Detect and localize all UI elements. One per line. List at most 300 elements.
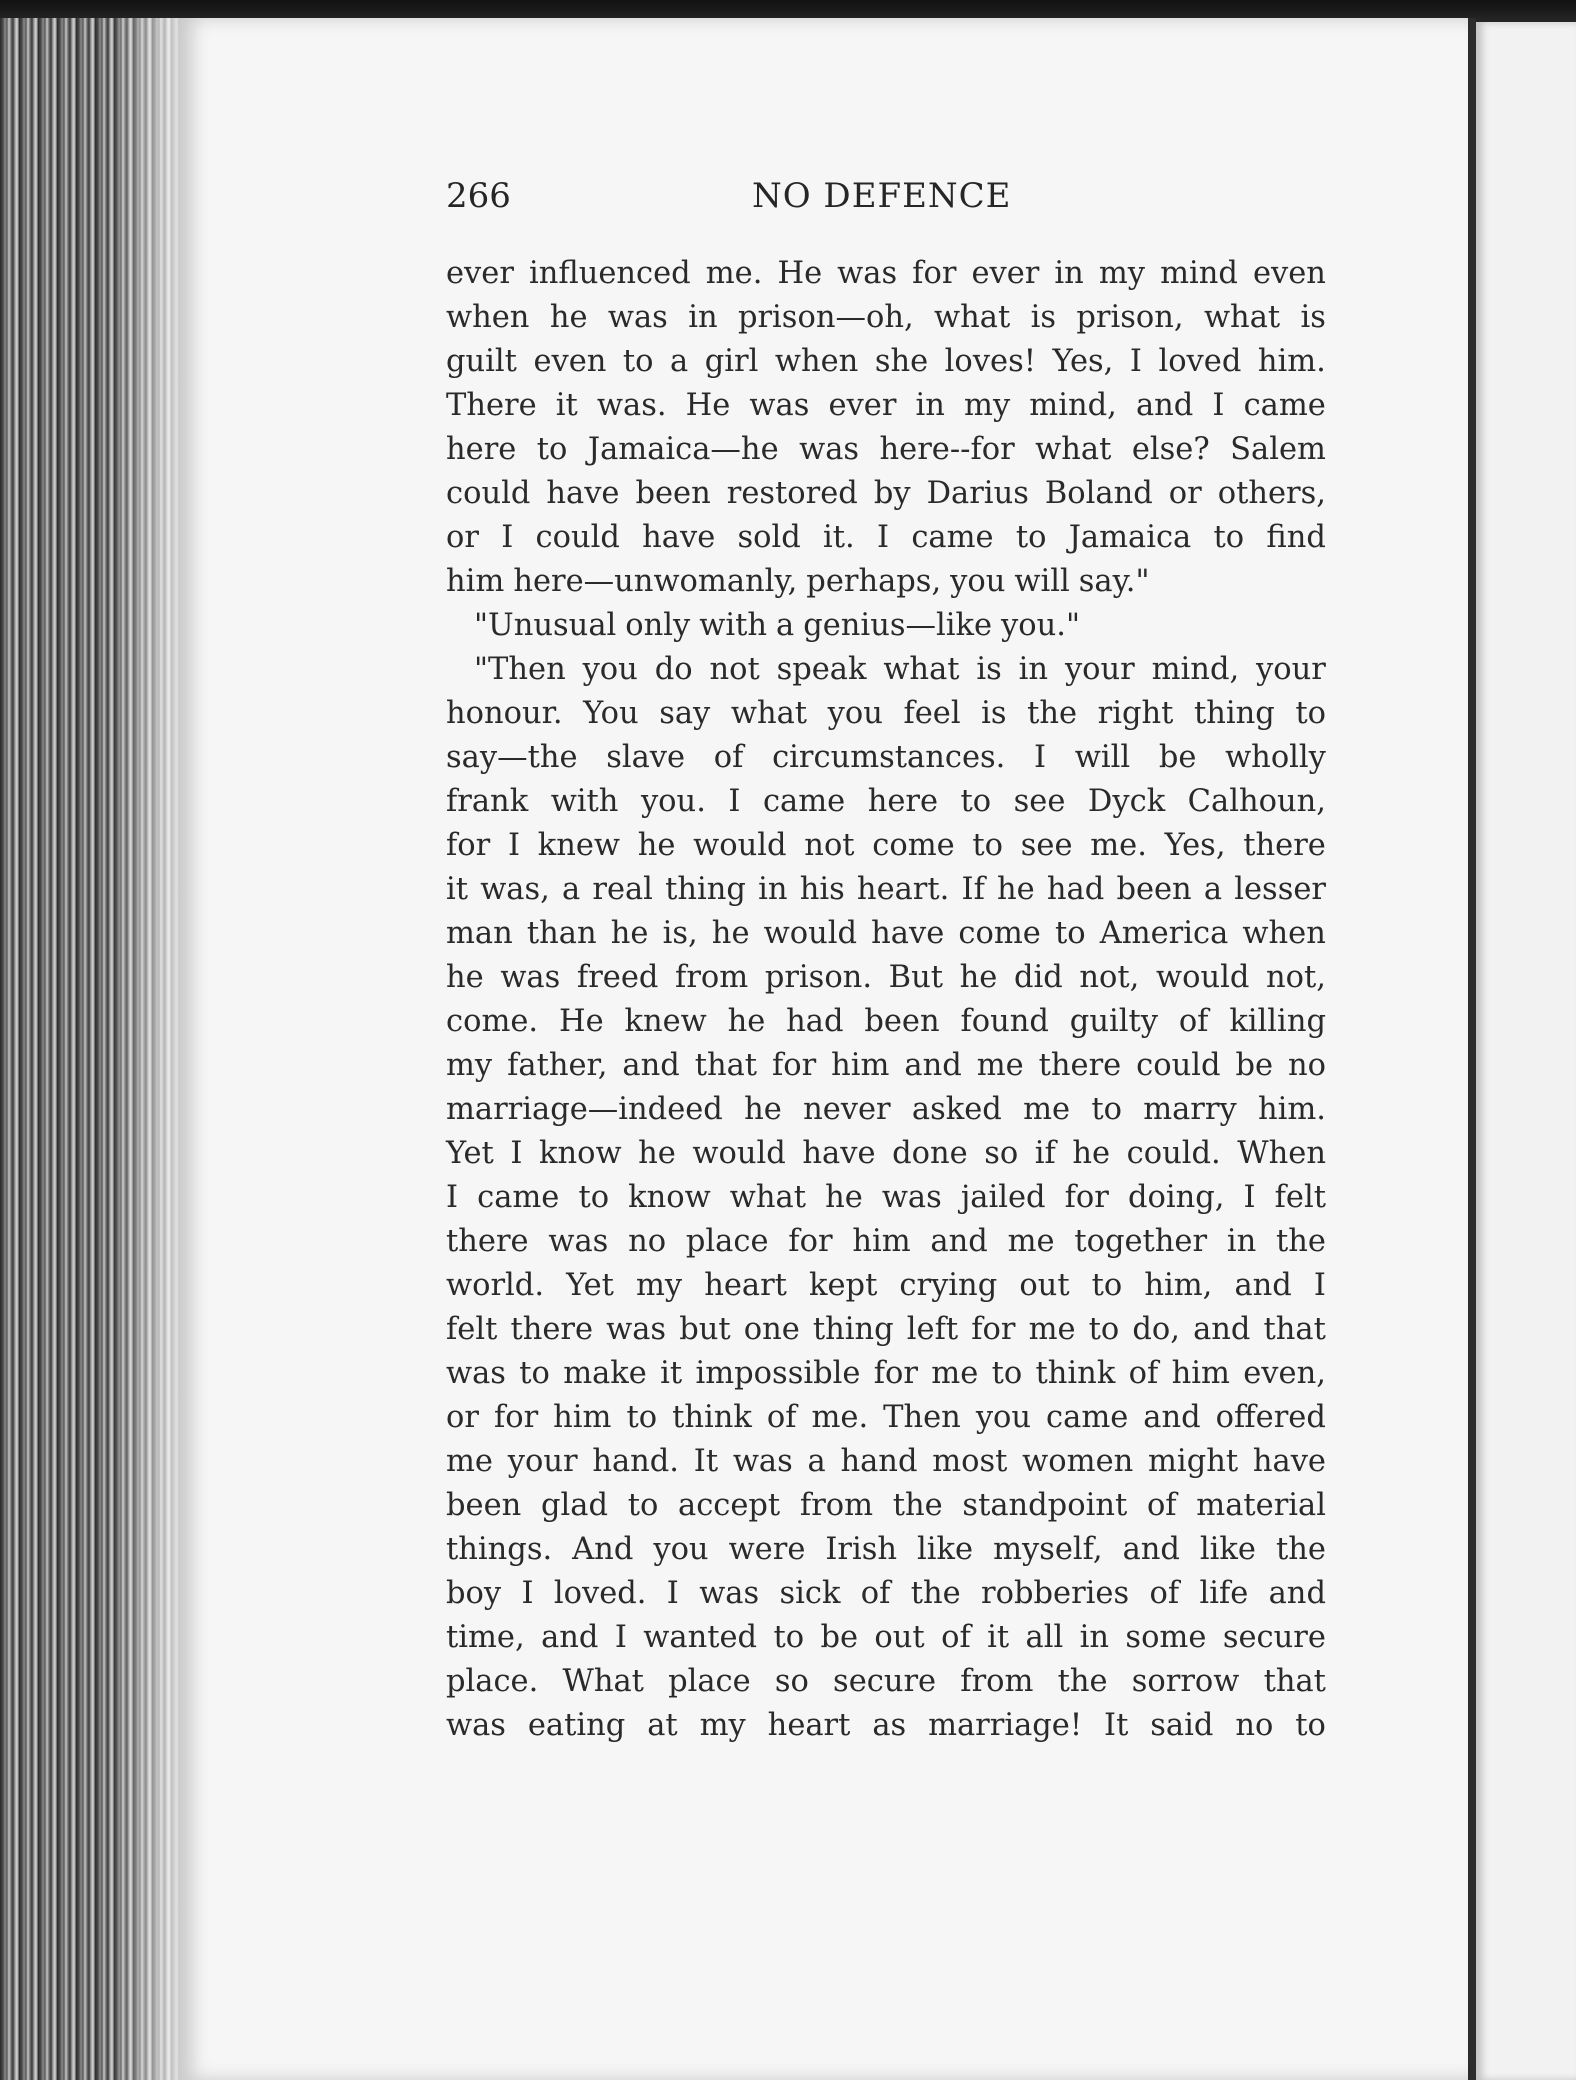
word: not, [1266,960,1326,995]
word: he [727,1004,766,1039]
word: you [950,564,1006,599]
word: when [446,300,530,335]
word: place [668,1664,751,1699]
text-line [446,868,1326,912]
word: ever [828,388,897,423]
word: There [446,388,537,423]
word: think [672,1400,752,1435]
word: secure [1222,1620,1326,1655]
word: the [1276,1224,1326,1259]
text-line [446,956,1326,1000]
word: women [1022,1444,1134,1479]
word: was [446,1356,506,1391]
word: in [758,872,788,907]
word: to [622,344,654,379]
word: I [877,520,890,555]
word: is [976,652,1002,687]
word: the [1027,696,1078,731]
text-line [446,1000,1326,1044]
word: most [932,1444,1008,1479]
word: your [507,1444,578,1479]
word: say—the [446,740,578,775]
word: freed [576,960,659,995]
word: prison—oh, [737,300,914,335]
word: no [1235,1708,1274,1743]
word: me [976,1048,1024,1083]
word: in [1079,1620,1110,1655]
word: a [1203,872,1223,907]
word: eating [527,1708,626,1743]
word: else? [1131,432,1210,467]
word: felt [1274,1180,1326,1215]
word: came [477,1180,560,1215]
word: wanted [643,1620,758,1655]
text-line [446,560,1326,604]
word: me. [705,256,763,291]
word: Yes, [1052,344,1114,379]
word: by [873,476,911,511]
word: say [659,696,711,731]
word: see [1013,784,1066,819]
running-title: NO DEFENCE [752,176,1012,216]
word: for [493,1400,539,1435]
word: to [627,1488,659,1523]
word: of [941,1620,971,1655]
word: be [1235,1048,1274,1083]
page-number: 266 [446,176,511,216]
word: to [1054,916,1086,951]
word: he [997,872,1035,907]
word: here [446,432,517,467]
word: hand [840,1444,918,1479]
word: heart [767,1708,851,1743]
word: with [699,608,768,643]
word: it [555,388,578,423]
word: to [991,1356,1023,1391]
word: of [1146,1488,1177,1523]
word: been [1116,872,1192,907]
word: from [675,960,749,995]
text-line [446,1528,1326,1572]
word: me [1023,1092,1071,1127]
word: him [1171,1356,1230,1391]
word: did [1013,960,1063,995]
word: that [1263,1312,1326,1347]
word: what [1035,432,1112,467]
word: or [446,520,479,555]
text-line [446,1704,1326,1748]
word: right [1097,696,1174,731]
word: a [776,608,795,643]
word: from [960,1664,1034,1699]
word: he [1072,1136,1111,1171]
word: thing [1193,696,1275,731]
word: life [1199,1576,1249,1611]
word: of [766,1400,797,1435]
word: come [872,828,955,863]
word: was. [596,388,667,423]
text-line [446,1308,1326,1352]
word: place [685,1224,769,1259]
word: to [1015,520,1047,555]
word: all [1025,1620,1064,1655]
word: I [510,1136,523,1171]
word: was [500,960,561,995]
word: glad [540,1488,608,1523]
word: the [892,1488,943,1523]
word: and [1234,1268,1292,1303]
word: It [1104,1708,1129,1743]
word: what [1203,300,1281,335]
word: for [771,1048,817,1083]
word: material [1196,1488,1326,1523]
word: prison, [1076,300,1184,335]
word: him. [1257,1092,1326,1127]
word: standpoint [962,1488,1128,1523]
word: loved. [553,1576,647,1611]
word: Jamaica [1068,520,1192,555]
text-line [446,1440,1326,1484]
word: could [1136,1048,1221,1083]
word: him [446,564,505,599]
word: found [960,1004,1049,1039]
word: I [1313,1268,1326,1303]
word: hand. [592,1444,680,1479]
word: came [911,520,994,555]
word: he [446,960,484,995]
word: What [562,1664,644,1699]
word: for [912,256,957,291]
word: would [763,916,858,951]
word: him [553,1400,612,1435]
word: was [699,1576,760,1611]
word: I [614,1620,627,1655]
word: my [446,1048,493,1083]
word: his [799,872,845,907]
word: my [964,388,1011,423]
word: to [1295,696,1326,731]
word: have [1252,1444,1326,1479]
word: Then [883,1400,961,1435]
word: you. [640,784,706,819]
word: have [871,916,945,951]
word: in [1054,256,1084,291]
word: been [864,1004,940,1039]
word: left [906,1312,959,1347]
book-page-edges [0,18,180,2080]
word: your [1064,652,1135,687]
word: for [1064,1180,1109,1215]
word: might [1148,1444,1239,1479]
word: to [972,828,1004,863]
word: me [446,1444,493,1479]
word: Dyck [1087,784,1166,819]
word: was [548,1224,609,1259]
word: even [1252,256,1326,291]
text-line [446,340,1326,384]
word: to [1091,1092,1122,1127]
word: as [872,1708,907,1743]
word: said [1150,1708,1214,1743]
word: to [1091,1268,1123,1303]
text-line [446,824,1326,868]
word: marriage—indeed [446,1092,723,1127]
word: me [1028,1312,1076,1347]
word: could [535,520,620,555]
word: others, [1217,476,1326,511]
word: could. [1126,1136,1221,1171]
word: some [1125,1620,1207,1655]
word: He [558,1004,604,1039]
word: to [960,784,992,819]
word: you." [1001,608,1080,643]
book-gutter [1468,18,1476,2080]
word: he [825,1180,863,1215]
word: world. [446,1268,545,1303]
text-line [446,472,1326,516]
word: I [521,1576,534,1611]
word: from [799,1488,874,1523]
word: of [713,740,744,775]
word: you [827,696,883,731]
running-head [446,176,1326,226]
text-line [446,736,1326,780]
word: will [1014,564,1070,599]
text-line [446,1220,1326,1264]
word: jailed [960,1180,1046,1215]
word: of [1149,1576,1180,1611]
word: and [1122,1532,1180,1567]
word: thing [665,872,746,907]
word: here—unwomanly, [513,564,798,599]
word: is [1300,300,1326,335]
word: father, [507,1048,608,1083]
word: feel [903,696,961,731]
word: man [446,916,513,951]
text-line [446,1176,1326,1220]
word: guilty [1069,1004,1158,1039]
word: the [1057,1664,1108,1699]
word: you [582,652,638,687]
word: prison. [764,960,873,995]
word: marriage! [928,1708,1083,1743]
word: honour. [446,696,563,731]
word: he [711,916,750,951]
word: what [729,1180,806,1215]
word: I [1212,388,1225,423]
word: was [837,256,898,291]
text-line [446,252,1326,296]
word: or [446,1400,479,1435]
text-line [446,1088,1326,1132]
word: offered [1215,1400,1326,1435]
word: came [1046,1400,1129,1435]
word: time, [446,1620,525,1655]
text-line [446,1616,1326,1660]
word: Salem [1230,432,1326,467]
word: was [799,432,860,467]
word: had [1046,872,1105,907]
word: me [931,1356,979,1391]
text-line [446,1484,1326,1528]
word: of [1178,1004,1209,1039]
text-line [446,1660,1326,1704]
word: Yes, [1164,828,1226,863]
word: I [666,1576,679,1611]
word: and [541,1620,599,1655]
word: be [1158,740,1197,775]
word: only [625,608,691,643]
word: knew [537,828,621,863]
word: you [975,1400,1032,1435]
word: or [1168,476,1202,511]
word: even [533,344,607,379]
word: myself, [993,1532,1103,1567]
word: thing [812,1312,894,1347]
word: If [961,872,985,907]
word: He [685,388,731,423]
word: things. [446,1532,553,1567]
word: and [622,1048,680,1083]
word: it. [823,520,855,555]
word: even, [1243,1356,1326,1391]
word: to [1088,1312,1120,1347]
word: make [563,1356,647,1391]
word: if [1034,1136,1056,1171]
word: will [1074,740,1131,775]
word: your [1256,652,1326,687]
word: it [987,1620,1010,1655]
word: were [728,1532,806,1567]
word: never [803,1092,891,1127]
word: have [642,520,716,555]
text-line [446,648,1326,692]
word: here [867,784,939,819]
word: was [732,1444,793,1479]
word: that [694,1048,758,1083]
word: knew [624,1004,707,1039]
text-line [446,1396,1326,1440]
word: what [730,696,808,731]
word: when [774,344,859,379]
word: him, [1144,1268,1213,1303]
word: know [628,1180,711,1215]
text-line [446,1572,1326,1616]
word: like [1199,1532,1256,1567]
word: been [446,1488,522,1523]
word: than [526,916,597,951]
word: sorrow [1131,1664,1240,1699]
word: come. [446,1004,539,1039]
word: genius—like [803,608,993,643]
word: my [1098,256,1146,291]
text-line [446,604,1326,648]
word: impossible [695,1356,861,1391]
word: in [688,300,718,335]
word: done [892,1136,968,1171]
word: was [607,300,668,335]
word: in [915,388,945,423]
word: was [881,1180,942,1215]
word: is [981,696,1007,731]
word: come [958,916,1041,951]
word: mind, [1029,388,1117,423]
word: It [693,1444,719,1479]
word: had [786,1004,844,1039]
word: him [831,1048,890,1083]
word: together [1074,1224,1208,1259]
word: he [549,300,588,335]
word: America [1099,916,1229,951]
word: in [1226,1224,1257,1259]
word: one [743,1312,800,1347]
word: Boland [1044,476,1153,511]
word: do, [1132,1312,1180,1347]
word: speak [776,652,867,687]
word: it [446,872,469,907]
word: say." [1078,564,1150,599]
word: in [1018,652,1049,687]
word: he [637,828,676,863]
word: to [773,1620,805,1655]
word: accept [678,1488,781,1523]
word: there [1243,828,1326,863]
text-line [446,1264,1326,1308]
word: for [788,1224,833,1259]
word: felt [446,1312,498,1347]
word: is, [662,916,698,951]
facing-page-edge [1476,22,1576,2080]
word: is [1030,300,1057,335]
word: And [572,1532,634,1567]
word: He [777,256,823,291]
word: to [626,1400,658,1435]
word: to [1295,1708,1326,1743]
word: to [519,1356,550,1391]
word: have [546,476,620,511]
word: was, [480,872,550,907]
word: "Unusual [474,608,617,643]
word: You [583,696,639,731]
word: see [1020,828,1073,863]
word: came [1243,388,1326,423]
word: me [1007,1224,1055,1259]
word: I [507,828,521,863]
text-line [446,296,1326,340]
word: a [670,344,689,379]
word: mind [1160,256,1238,291]
word: perhaps, [806,564,942,599]
word: boy [446,1576,502,1611]
word: Yet [446,1136,494,1171]
word: no [1287,1048,1326,1083]
word: and [930,1224,988,1259]
word: out [874,1620,925,1655]
word: slave [606,740,686,775]
word: doing, [1127,1180,1225,1215]
word: wholly [1225,740,1326,775]
word: be [820,1620,859,1655]
word: place. [446,1664,539,1699]
word: so [774,1664,809,1699]
word: been [635,476,711,511]
word: "Then [474,652,566,687]
word: would [692,1136,786,1171]
word: for [446,828,491,863]
word: and [904,1048,962,1083]
word: Jamaica—he [587,432,779,467]
text-line [446,780,1326,824]
